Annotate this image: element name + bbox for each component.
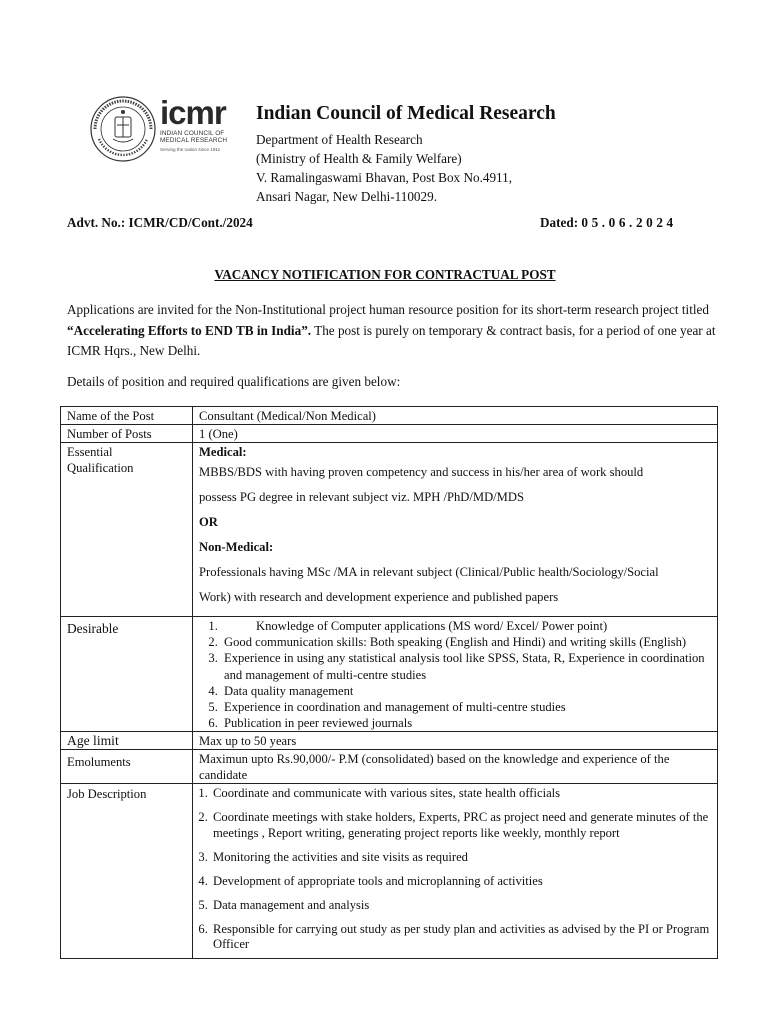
qualification-label [61, 443, 193, 617]
list-item: 6. Responsible for carrying out study as per study plan and activities as advised by the PI or Program Officer [211, 922, 711, 953]
medical-text: MBBS/BDS with having proven competency and success in his/her area of work should [199, 465, 644, 479]
intro-paragraph [67, 300, 717, 362]
job-description-cell [193, 784, 718, 959]
list-item: 4. Development of appropriate tools and microplanning of activities [211, 874, 711, 890]
advertisement-number: Advt. No.: ICMR/CD/Cont./2024 [67, 215, 253, 230]
desirable-list-cell [193, 617, 718, 732]
table-row [61, 407, 718, 425]
address-line: V. Ramalingaswami Bhavan, Post Box No.4911, [256, 170, 513, 185]
table-row [61, 617, 718, 732]
icmr-emblem-icon [89, 95, 157, 163]
age-label: Age limit [61, 732, 193, 750]
logo-wordmark: icmr [160, 94, 226, 131]
medical-heading: Medical: [199, 445, 247, 459]
date-label: Dated: [540, 215, 579, 230]
qualification-label-line: Essential [67, 445, 113, 459]
organisation-name: Indian Council of Medical Research [256, 103, 556, 124]
logo-subtitle-2: MEDICAL RESEARCH [160, 137, 228, 145]
address-line: (Ministry of Health & Family Welfare) [256, 151, 462, 166]
desirable-list [199, 618, 711, 731]
list-item: 2. Good communication skills: Both speaking (English and Hindi) and writing skills (English) [221, 634, 711, 650]
date-line [540, 215, 677, 231]
list-item: 5. Data management and analysis [211, 898, 711, 914]
post-value: Consultant (Medical/Non Medical) [193, 407, 718, 425]
desirable-label: Desirable [61, 617, 193, 732]
table-row [61, 750, 718, 784]
list-item: 6. Publication in peer reviewed journals [221, 715, 711, 731]
qualification-label-line: Qualification [67, 461, 134, 475]
logo-tagline: Serving the nation since 1911 [160, 146, 221, 152]
job-description-label: Job Description [61, 784, 193, 959]
organisation-block [256, 101, 556, 206]
nonmedical-text: Professionals having MSc /MA in relevant subject (Clinical/Public health/Sociology/Social [199, 565, 659, 579]
or-separator: OR [199, 515, 218, 529]
list-item: 4. Data quality management [221, 683, 711, 699]
table-row [61, 784, 718, 959]
count-label: Number of Posts [61, 425, 193, 443]
icmr-logo [160, 94, 240, 152]
list-item: 5. Experience in coordination and management of multi-centre studies [221, 699, 711, 715]
intro-text: Applications are invited for the Non-Institutional project human resource position for its short-term research project titled [67, 302, 709, 317]
intro-text: The post is purely on temporary & contract basis, for a period of one year at ICMR Hqrs., New Delhi. [67, 322, 716, 358]
qualification-table [60, 406, 718, 959]
date-value: 05.06.2024 [581, 215, 677, 230]
list-item: 1. Knowledge of Computer applications (MS word/ Excel/ Power point) [221, 618, 711, 634]
table-row [61, 732, 718, 750]
job-description-list [199, 786, 711, 953]
count-value: 1 (One) [193, 425, 718, 443]
list-item: 1. Coordinate and communicate with various sites, state health officials [211, 786, 711, 802]
list-item: 3. Experience in using any statistical analysis tool like SPSS, Stata, R, Experience in coordination and management of multi-centre studies [221, 650, 711, 682]
logo-subtitle-1: INDIAN COUNCIL OF [160, 130, 225, 137]
qualification-details [193, 443, 718, 617]
list-item: 2. Coordinate meetings with stake holders, Experts, PRC as project need and generate minutes of the meetings , Report writing, generating project reports like weekly, monthly report [211, 810, 711, 841]
project-title: “Accelerating Efforts to END TB in India”. [67, 322, 312, 338]
medical-text: possess PG degree in relevant subject viz. MPH /PhD/MD/MDS [199, 490, 524, 504]
age-value: Max up to 50 years [193, 732, 718, 750]
nonmedical-text: Work) with research and development experience and published papers [199, 590, 559, 604]
nonmedical-heading: Non-Medical: [199, 540, 274, 554]
notification-title: VACANCY NOTIFICATION FOR CONTRACTUAL POST [214, 267, 556, 282]
table-row [61, 443, 718, 617]
post-label: Name of the Post [61, 407, 193, 425]
details-line: Details of position and required qualifications are given below: [67, 374, 401, 389]
table-row [61, 425, 718, 443]
emoluments-value: Maximun upto Rs.90,000/- P.M (consolidated) based on the knowledge and experience of the candidate [193, 750, 718, 784]
address-line: Ansari Nagar, New Delhi-110029. [256, 189, 437, 204]
list-item: 3. Monitoring the activities and site visits as required [211, 850, 711, 866]
address-line: Department of Health Research [256, 132, 423, 147]
emoluments-label: Emoluments [61, 750, 193, 784]
